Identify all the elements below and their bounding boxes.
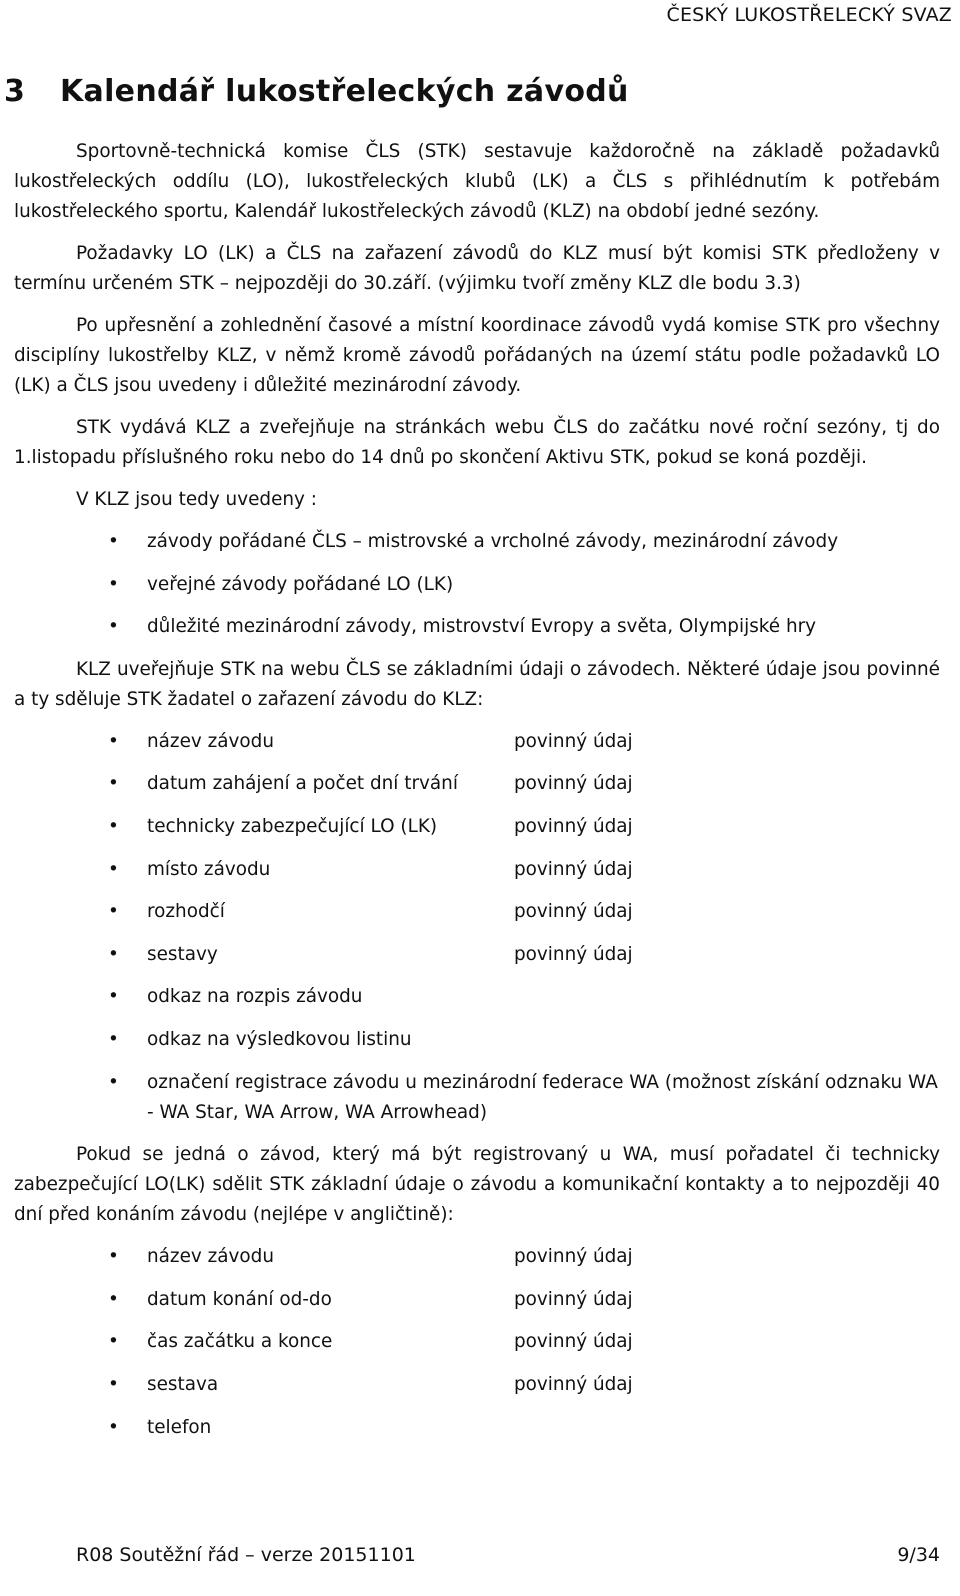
- list-item: [14, 1025, 940, 1055]
- item-note: povinný údaj: [514, 815, 633, 837]
- list-item: [14, 727, 940, 757]
- item-label: technicky zabezpečující LO (LK): [147, 815, 438, 837]
- chapter-heading: [4, 74, 629, 109]
- paragraph-publication: STK vydává KLZ a zveřejňuje na stránkách webu ČLS do začátku nové roční sezóny, tj do 1.listopadu příslušného roku nebo do 14 dnů po skončení Aktivu STK, pokud se koná později.: [14, 417, 940, 468]
- wa-data-list: [14, 1242, 940, 1442]
- item-label: místo závodu: [147, 858, 271, 880]
- list-item: [14, 940, 940, 970]
- item-label: datum konání od-do: [147, 1288, 332, 1310]
- list-item: [14, 1285, 940, 1315]
- list-item: [14, 982, 940, 1012]
- required-data-list: [14, 727, 940, 1128]
- list-item: [14, 855, 940, 885]
- list-item: [14, 1370, 940, 1400]
- list-item: [14, 897, 940, 927]
- list-item: • veřejné závody pořádané LO (LK): [14, 570, 940, 600]
- item-note: povinný údaj: [514, 901, 633, 923]
- item-label: sestava: [147, 1373, 219, 1395]
- item-label: název závodu: [147, 730, 275, 752]
- organization-header: ČESKÝ LUKOSTŘELECKÝ SVAZ: [666, 4, 952, 26]
- item-label: název závodu: [147, 1246, 275, 1268]
- item-note: povinný údaj: [514, 1246, 633, 1268]
- footer-document-version: R08 Soutěžní řád – verze 20151101: [76, 1544, 416, 1566]
- item-note: povinný údaj: [514, 1331, 633, 1353]
- list-item: [14, 1327, 940, 1357]
- item-note: povinný údaj: [514, 730, 633, 752]
- item-label: rozhodčí: [147, 901, 225, 923]
- item-note: povinný údaj: [514, 1288, 633, 1310]
- item-note: povinný údaj: [514, 773, 633, 795]
- item-label: sestavy: [147, 943, 218, 965]
- list-item: [14, 1068, 940, 1128]
- list-item: [14, 769, 940, 799]
- chapter-number: 3: [4, 74, 26, 109]
- list-item: • důležité mezinárodní závody, mistrovství Evropy a světa, Olympijské hry: [14, 612, 940, 642]
- chapter-title: Kalendář lukostřeleckých závodů: [60, 74, 629, 109]
- paragraph-required-data: KLZ uveřejňuje STK na webu ČLS se základními údaji o závodech. Některé údaje jsou povinné a ty sděluje STK žadatel o zařazení závodu do KLZ:: [14, 658, 940, 710]
- list-item: [14, 812, 940, 842]
- klz-contents-list: [14, 527, 940, 642]
- paragraph-list-intro: V KLZ jsou tedy uvedeny :: [76, 489, 317, 510]
- list-item: • závody pořádané ČLS – mistrovské a vrcholné závody, mezinárodní závody: [14, 527, 940, 557]
- paragraph-coordination: Po upřesnění a zohlednění časové a místní koordinace závodů vydá komise STK pro všechny disciplíny lukostřelby KLZ, v němž kromě závodů pořádaných na území státu podle požadavků LO (LK) a ČLS jsou uvedeny i důležité mezinárodní závody.: [14, 315, 940, 396]
- page-number: 9/34: [897, 1544, 940, 1566]
- item-label: odkaz na výsledkovou listinu: [147, 1028, 412, 1050]
- item-note: povinný údaj: [514, 858, 633, 880]
- item-note: povinný údaj: [514, 1373, 633, 1395]
- document-body: [14, 137, 940, 1455]
- item-note: povinný údaj: [514, 943, 633, 965]
- page-footer: [76, 1544, 940, 1566]
- paragraph-intro: Sportovně-technická komise ČLS (STK) sestavuje každoročně na základě požadavků lukostřeleckých oddílu (LO), lukostřeleckých klubů (LK) a ČLS s přihlédnutím k potřebám lukostřeleckého sportu, Kalendář lukostřeleckých závodů (KLZ) na období jedné sezóny.: [14, 141, 940, 222]
- item-label: čas začátku a konce: [147, 1331, 333, 1353]
- paragraph-wa-registration: Pokud se jedná o závod, který má být registrovaný u WA, musí pořadatel či technicky zabezpečující LO(LK) sdělit STK základní údaje o závodu a komunikační kontakty a to nejpozději 40 dní před konáním závodu (nejlépe v angličtině):: [14, 1144, 940, 1226]
- list-item: [14, 1413, 940, 1443]
- item-label: odkaz na rozpis závodu: [147, 986, 363, 1008]
- list-item: [14, 1242, 940, 1272]
- item-label: telefon: [147, 1416, 212, 1438]
- item-label: datum zahájení a počet dní trvání: [147, 773, 458, 795]
- paragraph-requirements: Požadavky LO (LK) a ČLS na zařazení závodů do KLZ musí být komisi STK předloženy v termínu určeném STK – nejpozději do 30.září. (výjimku tvoří změny KLZ dle bodu 3.3): [14, 243, 940, 294]
- item-label: označení registrace závodu u mezinárodní federace WA (možnost získání odznaku WA - WA Star, WA Arrow, WA Arrowhead): [147, 1071, 938, 1123]
